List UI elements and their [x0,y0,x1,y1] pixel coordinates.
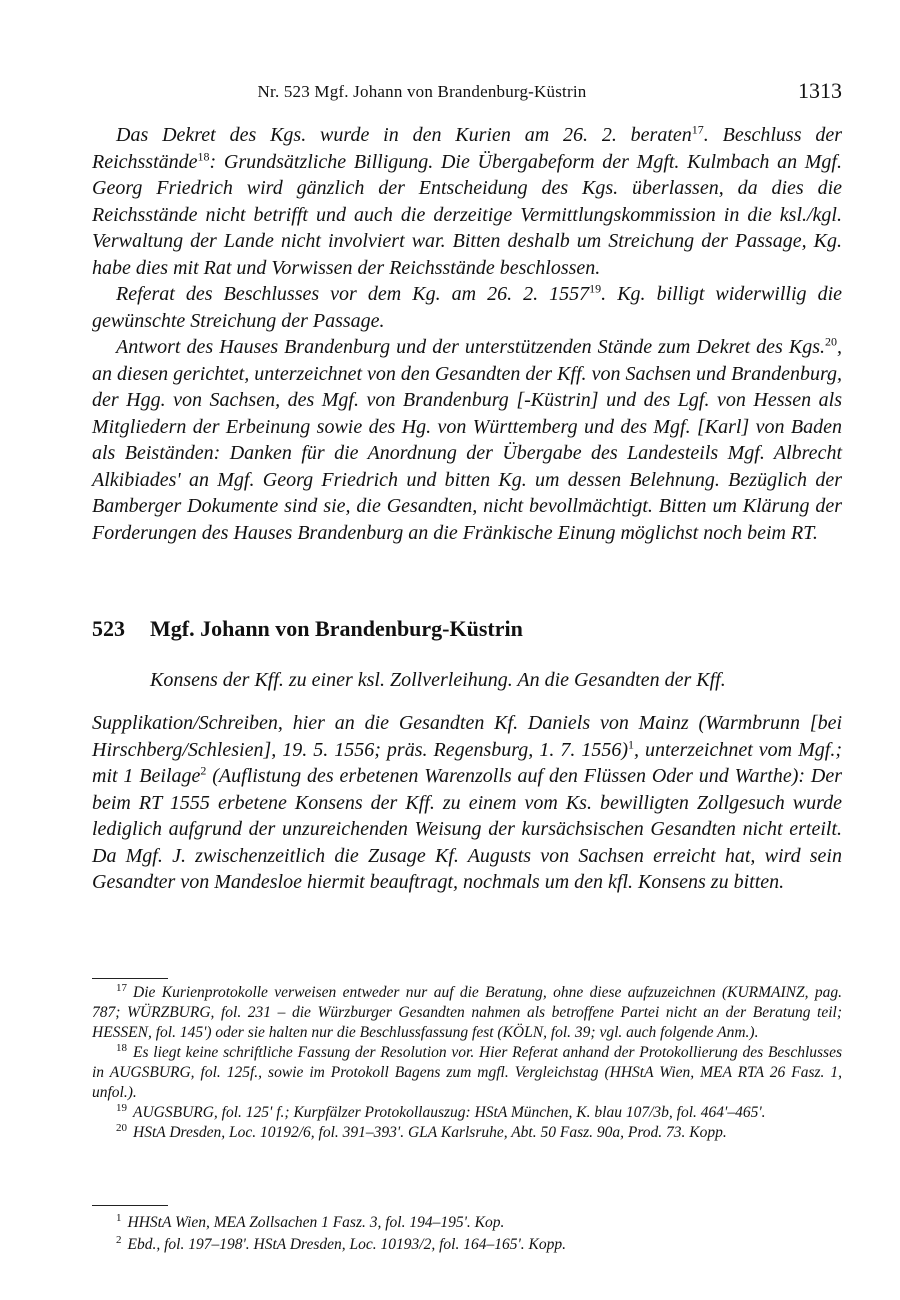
footnote-ref-1[interactable]: 1 [628,736,635,751]
footnote-text: Die Kurienprotokolle verweisen entweder nur auf die Beratung, ohne diese aufzuzeichnen (KURMAINZ, pag. 787; WÜRZBURG, fol. 231 – die Würzburger Gesandten nahmen als betroffene Partei nicht an der Beratung teil; HESSEN, fol. 145') oder sie halten nur die Beschlussfassung fest (KÖLN, fol. 39; vgl. auch folgende Anm.). [92,984,842,1041]
footnote-mark: 1 [116,1211,122,1224]
running-head-title: Nr. 523 Mgf. Johann von Brandenburg-Küstrin [257,82,587,101]
text-span: . Kg. billigt widerwillig die gewünschte Streichung der Passage. [92,283,843,332]
footnote-ref-19[interactable]: 19 [589,281,602,296]
text-span: , an diesen gerichtet, unterzeichnet von den Gesandten der Kff. von Sachsen und Brandenburg, der Hgg. von Sachsen, des Mgf. von Brandenburg [-Küstrin] und des Lgf. von Hessen als Mitgliedern der Erbeinung sowie des Hg. von Württemberg und des Mgf. [Karl] von Baden als Beiständen: Danken für die Anordnung der Übergabe des Landesteils Mgf. Albrecht Alkibiades' an Mgf. Georg Friedrich und bitten Kg. um dessen Belehnung. Bezüglich der Bamberger Dokumente sind sie, die Gesandten, nicht bevollmächtigt. Bitten um Klärung der Forderungen des Hauses Brandenburg an die Fränkische Einung möglichst noch beim RT. [92,336,842,544]
entry-text [92,710,842,896]
text-span: (Auflistung des erbetenen Warenzolls auf den Flüssen Oder und Warthe): Der beim RT 1555 erbetene Konsens der Kff. zu einem vom Ks. bewilligten Zollgesuch wurde lediglich aufgrund der unzureichenden Weisung der kursächsischen Gesandten nicht erteilt. Da Mgf. J. zwischenzeitlich die Zusage Kf. Augusts von Sachsen erreicht hat, wird sein Gesandter von Mandesloe hiermit beauftragt, nochmals um den kfl. Konsens zu bitten. [92,765,842,893]
footnote-20 [92,1123,842,1143]
footnote-divider [92,978,168,979]
entry-number: 523 [92,616,125,641]
footnote-mark: 17 [116,981,127,994]
footnote-text: Es liegt keine schriftliche Fassung der Resolution vor. Hier Referat anhand der Protokollierung des Beschlusses in AUGSBURG, fol. 125f., sowie im Protokoll Bagens zum mgfl. Vergleichstag (HHStA Wien, MEA RTA 26 Fasz. 1, unfol.). [92,1044,842,1101]
footnote-text: AUGSBURG, fol. 125' f.; Kurpfälzer Protokollauszug: HStA München, K. blau 107/3b, fol. 464'–465'. [133,1104,766,1121]
footnote-text: HHStA Wien, MEA Zollsachen 1 Fasz. 3, fol. 194–195'. Kop. [127,1214,505,1231]
footnote-mark: 19 [116,1101,127,1114]
footnote-text: HStA Dresden, Loc. 10192/6, fol. 391–393'. GLA Karlsruhe, Abt. 50 Fasz. 90a, Prod. 73. Kopp. [133,1124,727,1141]
paragraph-supplikation [92,710,842,896]
text-span: Antwort des Hauses Brandenburg und der unterstützenden Stände zum Dekret des Kgs. [116,336,825,358]
body-text [92,122,842,546]
text-span: , unterzeichnet vom Mgf.; mit 1 Beilage [92,738,842,787]
footnote-1 [92,1212,842,1234]
paragraph-antwort [92,334,842,546]
footnote-text: Ebd., fol. 197–198'. HStA Dresden, Loc. 10193/2, fol. 164–165'. Kopp. [127,1236,566,1253]
footnote-17 [92,983,842,1043]
footnote-mark: 2 [116,1233,122,1246]
footnote-2 [92,1234,842,1256]
entry-heading [92,616,842,642]
paragraph-referat [92,281,842,334]
footnote-mark: 18 [116,1041,127,1054]
entry-title: Mgf. Johann von Brandenburg-Küstrin [150,616,523,641]
text-span: Referat des Beschlusses vor dem Kg. am 26. 2. 1557 [116,283,590,305]
page-number: 1313 [798,78,842,103]
running-head [92,78,842,108]
footnotes-lower [92,1212,842,1256]
footnote-ref-2[interactable]: 2 [200,763,207,778]
entry-regest: Konsens der Kff. zu einer ksl. Zollverleihung. An die Gesandten der Kff. [150,669,726,691]
text-span: . Beschluss der Reichsstände [92,124,842,173]
paragraph-decree-deliberation [92,122,842,281]
text-span: Supplikation/Schreiben, hier an die Gesandten Kf. Daniels von Mainz (Warmbrunn [bei Hirschberg/Schlesien], 19. 5. 1556; präs. Regensburg, 1. 7. 1556) [92,712,842,761]
text-span: Das Dekret des Kgs. wurde in den Kurien am 26. 2. beraten [116,124,692,146]
footnote-18 [92,1043,842,1103]
footnote-19 [92,1103,842,1123]
text-span: : Grundsätzliche Billigung. Die Übergabeform der Mgft. Kulmbach an Mgf. Georg Friedrich wird gänzlich der Entscheidung des Kgs. überlassen, da dies die Reichsstände nicht betrifft und auch die derzeitige Vermittlungskommission in die ksl./kgl. Verwaltung der Lande nicht involviert war. Bitten deshalb um Streichung der Passage, Kg. habe dies mit Rat und Vorwissen der Reichsstände beschlossen. [92,150,842,279]
footnote-ref-17[interactable]: 17 [691,122,704,137]
footnotes-upper [92,983,842,1143]
footnote-ref-20[interactable]: 20 [825,334,837,349]
footnote-mark: 20 [116,1121,127,1134]
footnote-ref-18[interactable]: 18 [197,148,210,163]
footnote-divider [92,1205,168,1206]
